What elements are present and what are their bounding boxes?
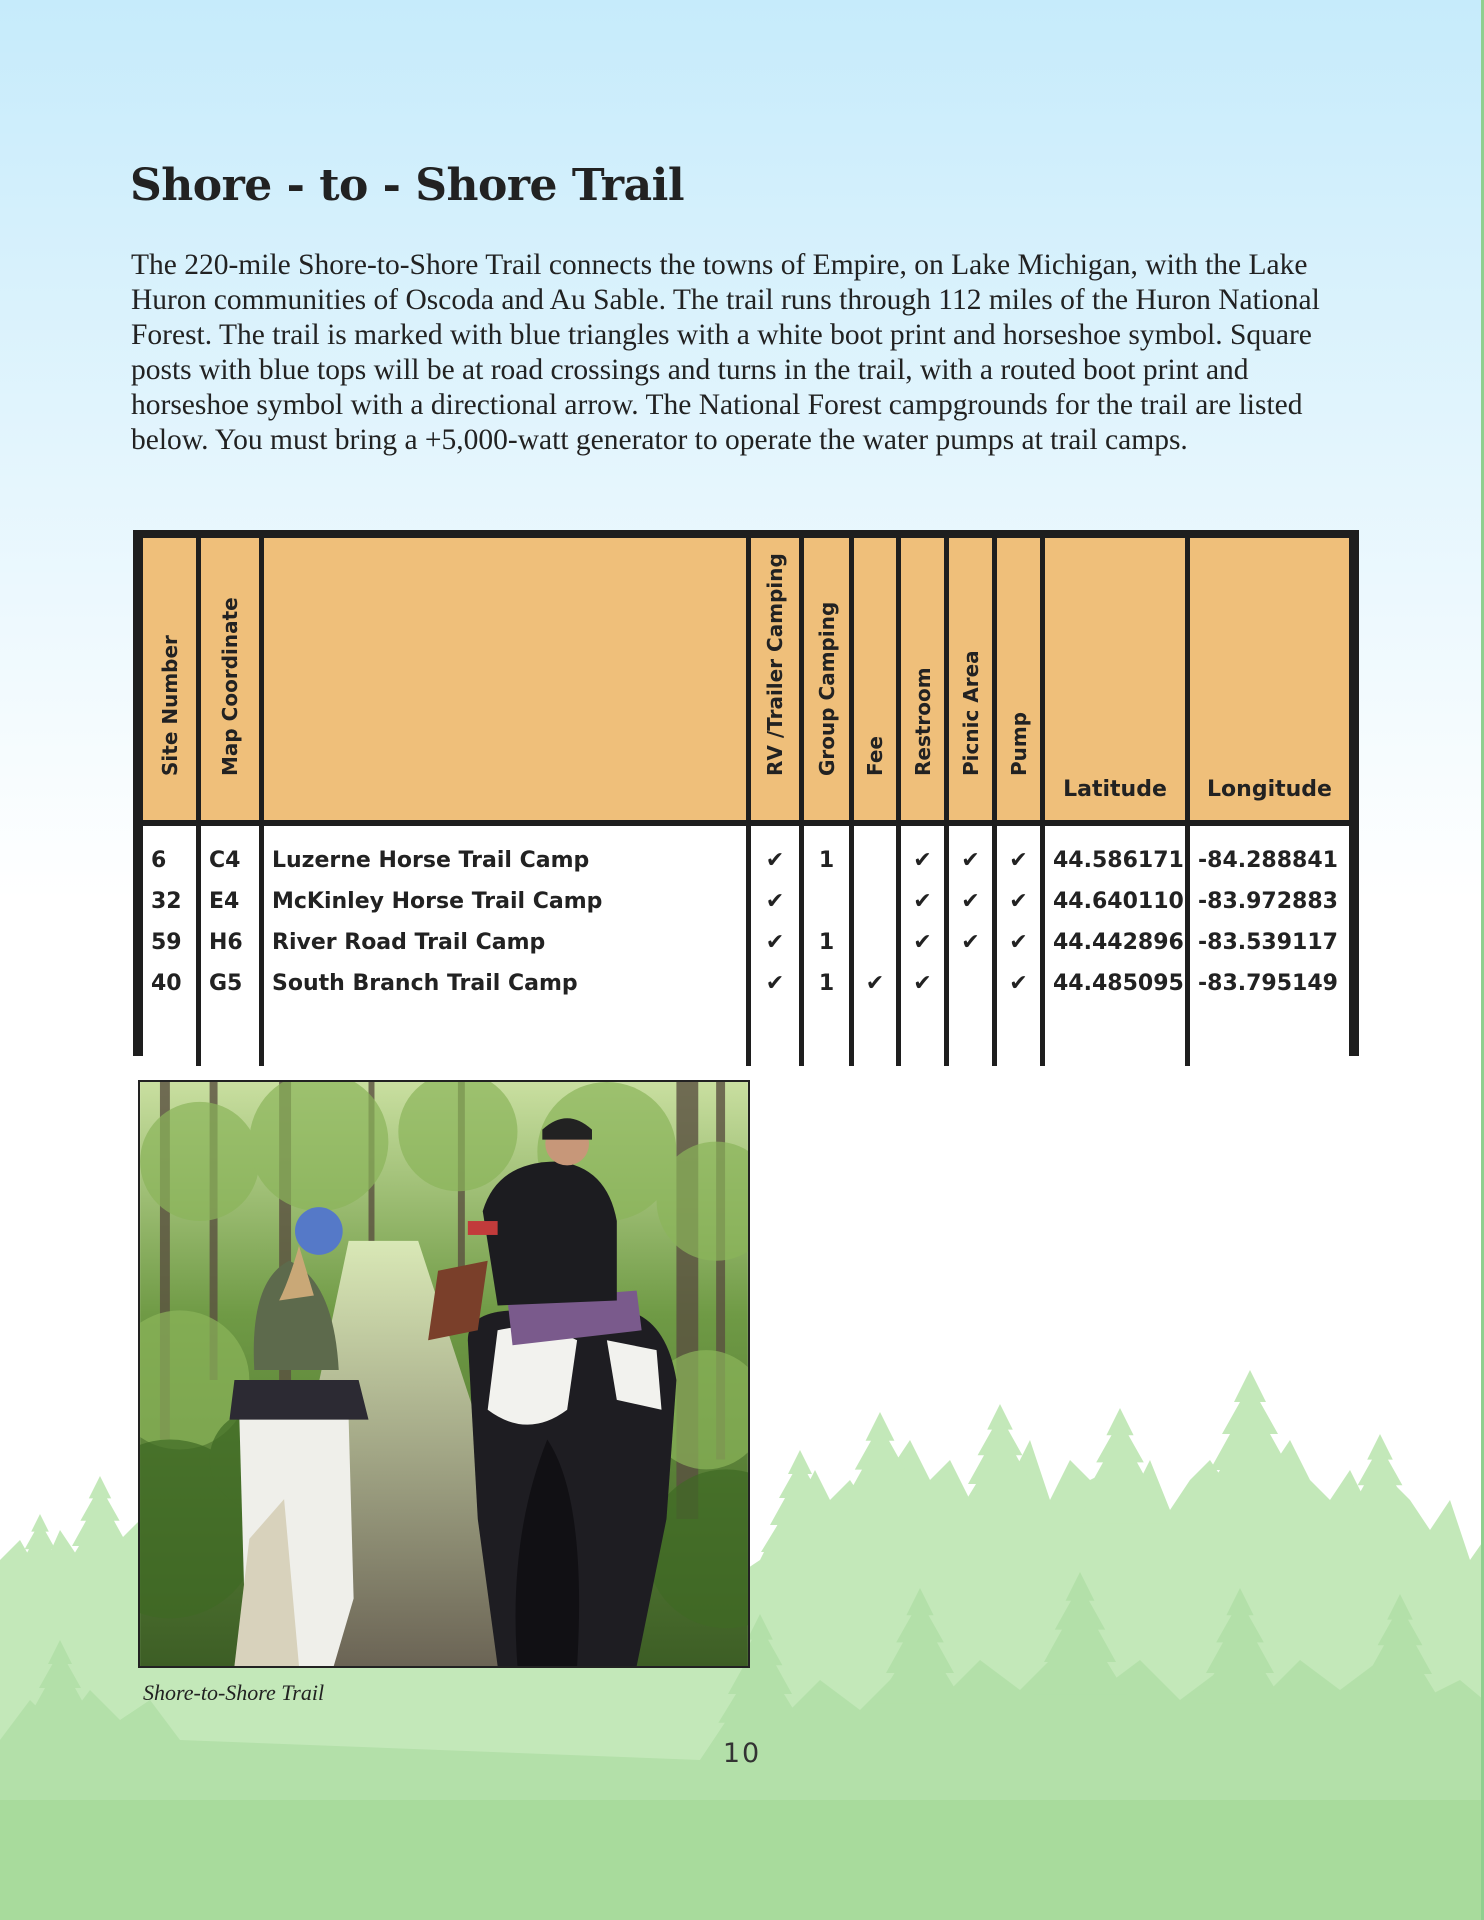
cell-coord: E4	[196, 881, 259, 922]
cell-longitude: -83.795149	[1185, 963, 1349, 1004]
cell-coord: G5	[196, 963, 259, 1004]
cell-picnic: ✔	[944, 922, 992, 963]
cell-name: McKinley Horse Trail Camp	[259, 881, 746, 922]
photo-caption: Shore-to-Shore Trail	[143, 1680, 325, 1705]
cell-latitude: 44.485095	[1040, 963, 1185, 1004]
header-restroom: Restroom	[896, 538, 944, 826]
cell-name: River Road Trail Camp	[259, 922, 746, 963]
cell-group: 1	[799, 826, 849, 881]
cell-longitude: -84.288841	[1185, 826, 1349, 881]
header-fee: Fee	[849, 538, 896, 826]
cell-longitude: -83.972883	[1185, 881, 1349, 922]
cell-picnic: ✔	[944, 881, 992, 922]
campground-table	[143, 538, 1349, 1066]
header-group-camping: Group Camping	[799, 538, 849, 826]
cell-rv: ✔	[746, 826, 799, 881]
cell-group: 1	[799, 963, 849, 1004]
table-header-row	[143, 538, 1349, 826]
cell-latitude: 44.442896	[1040, 922, 1185, 963]
cell-restroom: ✔	[896, 826, 944, 881]
trail-photo-illustration	[140, 1082, 748, 1666]
header-longitude: Longitude	[1185, 538, 1349, 826]
trail-photo	[138, 1080, 750, 1668]
cell-name: South Branch Trail Camp	[259, 963, 746, 1004]
cell-group	[799, 881, 849, 922]
header-latitude: Latitude	[1040, 538, 1185, 826]
table-row	[143, 881, 1349, 922]
cell-latitude: 44.640110	[1040, 881, 1185, 922]
header-map-coordinate: Map Coordinate	[196, 538, 259, 826]
cell-coord: H6	[196, 922, 259, 963]
cell-restroom: ✔	[896, 922, 944, 963]
cell-fee	[849, 826, 896, 881]
cell-restroom: ✔	[896, 881, 944, 922]
cell-site: 6	[143, 826, 196, 881]
cell-coord: C4	[196, 826, 259, 881]
header-pump: Pump	[992, 538, 1040, 826]
header-rv-trailer-camping: RV /Trailer Camping	[746, 538, 799, 826]
cell-group: 1	[799, 922, 849, 963]
cell-latitude: 44.586171	[1040, 826, 1185, 881]
ground	[0, 1800, 1484, 1920]
cell-picnic: ✔	[944, 826, 992, 881]
cell-rv: ✔	[746, 922, 799, 963]
cell-pump: ✔	[992, 826, 1040, 881]
header-name	[259, 538, 746, 826]
page-number: 10	[722, 1738, 762, 1769]
cell-rv: ✔	[746, 881, 799, 922]
cell-site: 32	[143, 881, 196, 922]
cell-pump: ✔	[992, 922, 1040, 963]
cell-site: 59	[143, 922, 196, 963]
cell-site: 40	[143, 963, 196, 1004]
table-row	[143, 922, 1349, 963]
campground-table-frame	[133, 530, 1359, 1056]
table-row	[143, 963, 1349, 1004]
cell-fee: ✔	[849, 963, 896, 1004]
cell-fee	[849, 881, 896, 922]
table-filler-row	[143, 1004, 1349, 1066]
cell-longitude: -83.539117	[1185, 922, 1349, 963]
cell-rv: ✔	[746, 963, 799, 1004]
header-site-number: Site Number	[143, 538, 196, 826]
cell-restroom: ✔	[896, 963, 944, 1004]
cell-pump: ✔	[992, 881, 1040, 922]
table-row	[143, 826, 1349, 881]
cell-fee	[849, 922, 896, 963]
cell-pump: ✔	[992, 963, 1040, 1004]
cell-name: Luzerne Horse Trail Camp	[259, 826, 746, 881]
cell-picnic	[944, 963, 992, 1004]
page-title: Shore - to - Shore Trail	[130, 160, 685, 211]
intro-paragraph: The 220-mile Shore-to-Shore Trail connects the towns of Empire, on Lake Michigan, with the Lake Huron communities of Oscoda and Au Sable. The trail runs through 112 miles of the Huron National Forest. The trail is marked with blue triangles with a white boot print and horseshoe symbol. Square posts with blue tops will be at road crossings and turns in the trail, with a routed boot print and horseshoe symbol with a directional arrow. The National Forest campgrounds for the trail are listed below. You must bring a +5,000-watt generator to operate the water pumps at trail camps.	[131, 249, 1320, 456]
header-picnic-area: Picnic Area	[944, 538, 992, 826]
